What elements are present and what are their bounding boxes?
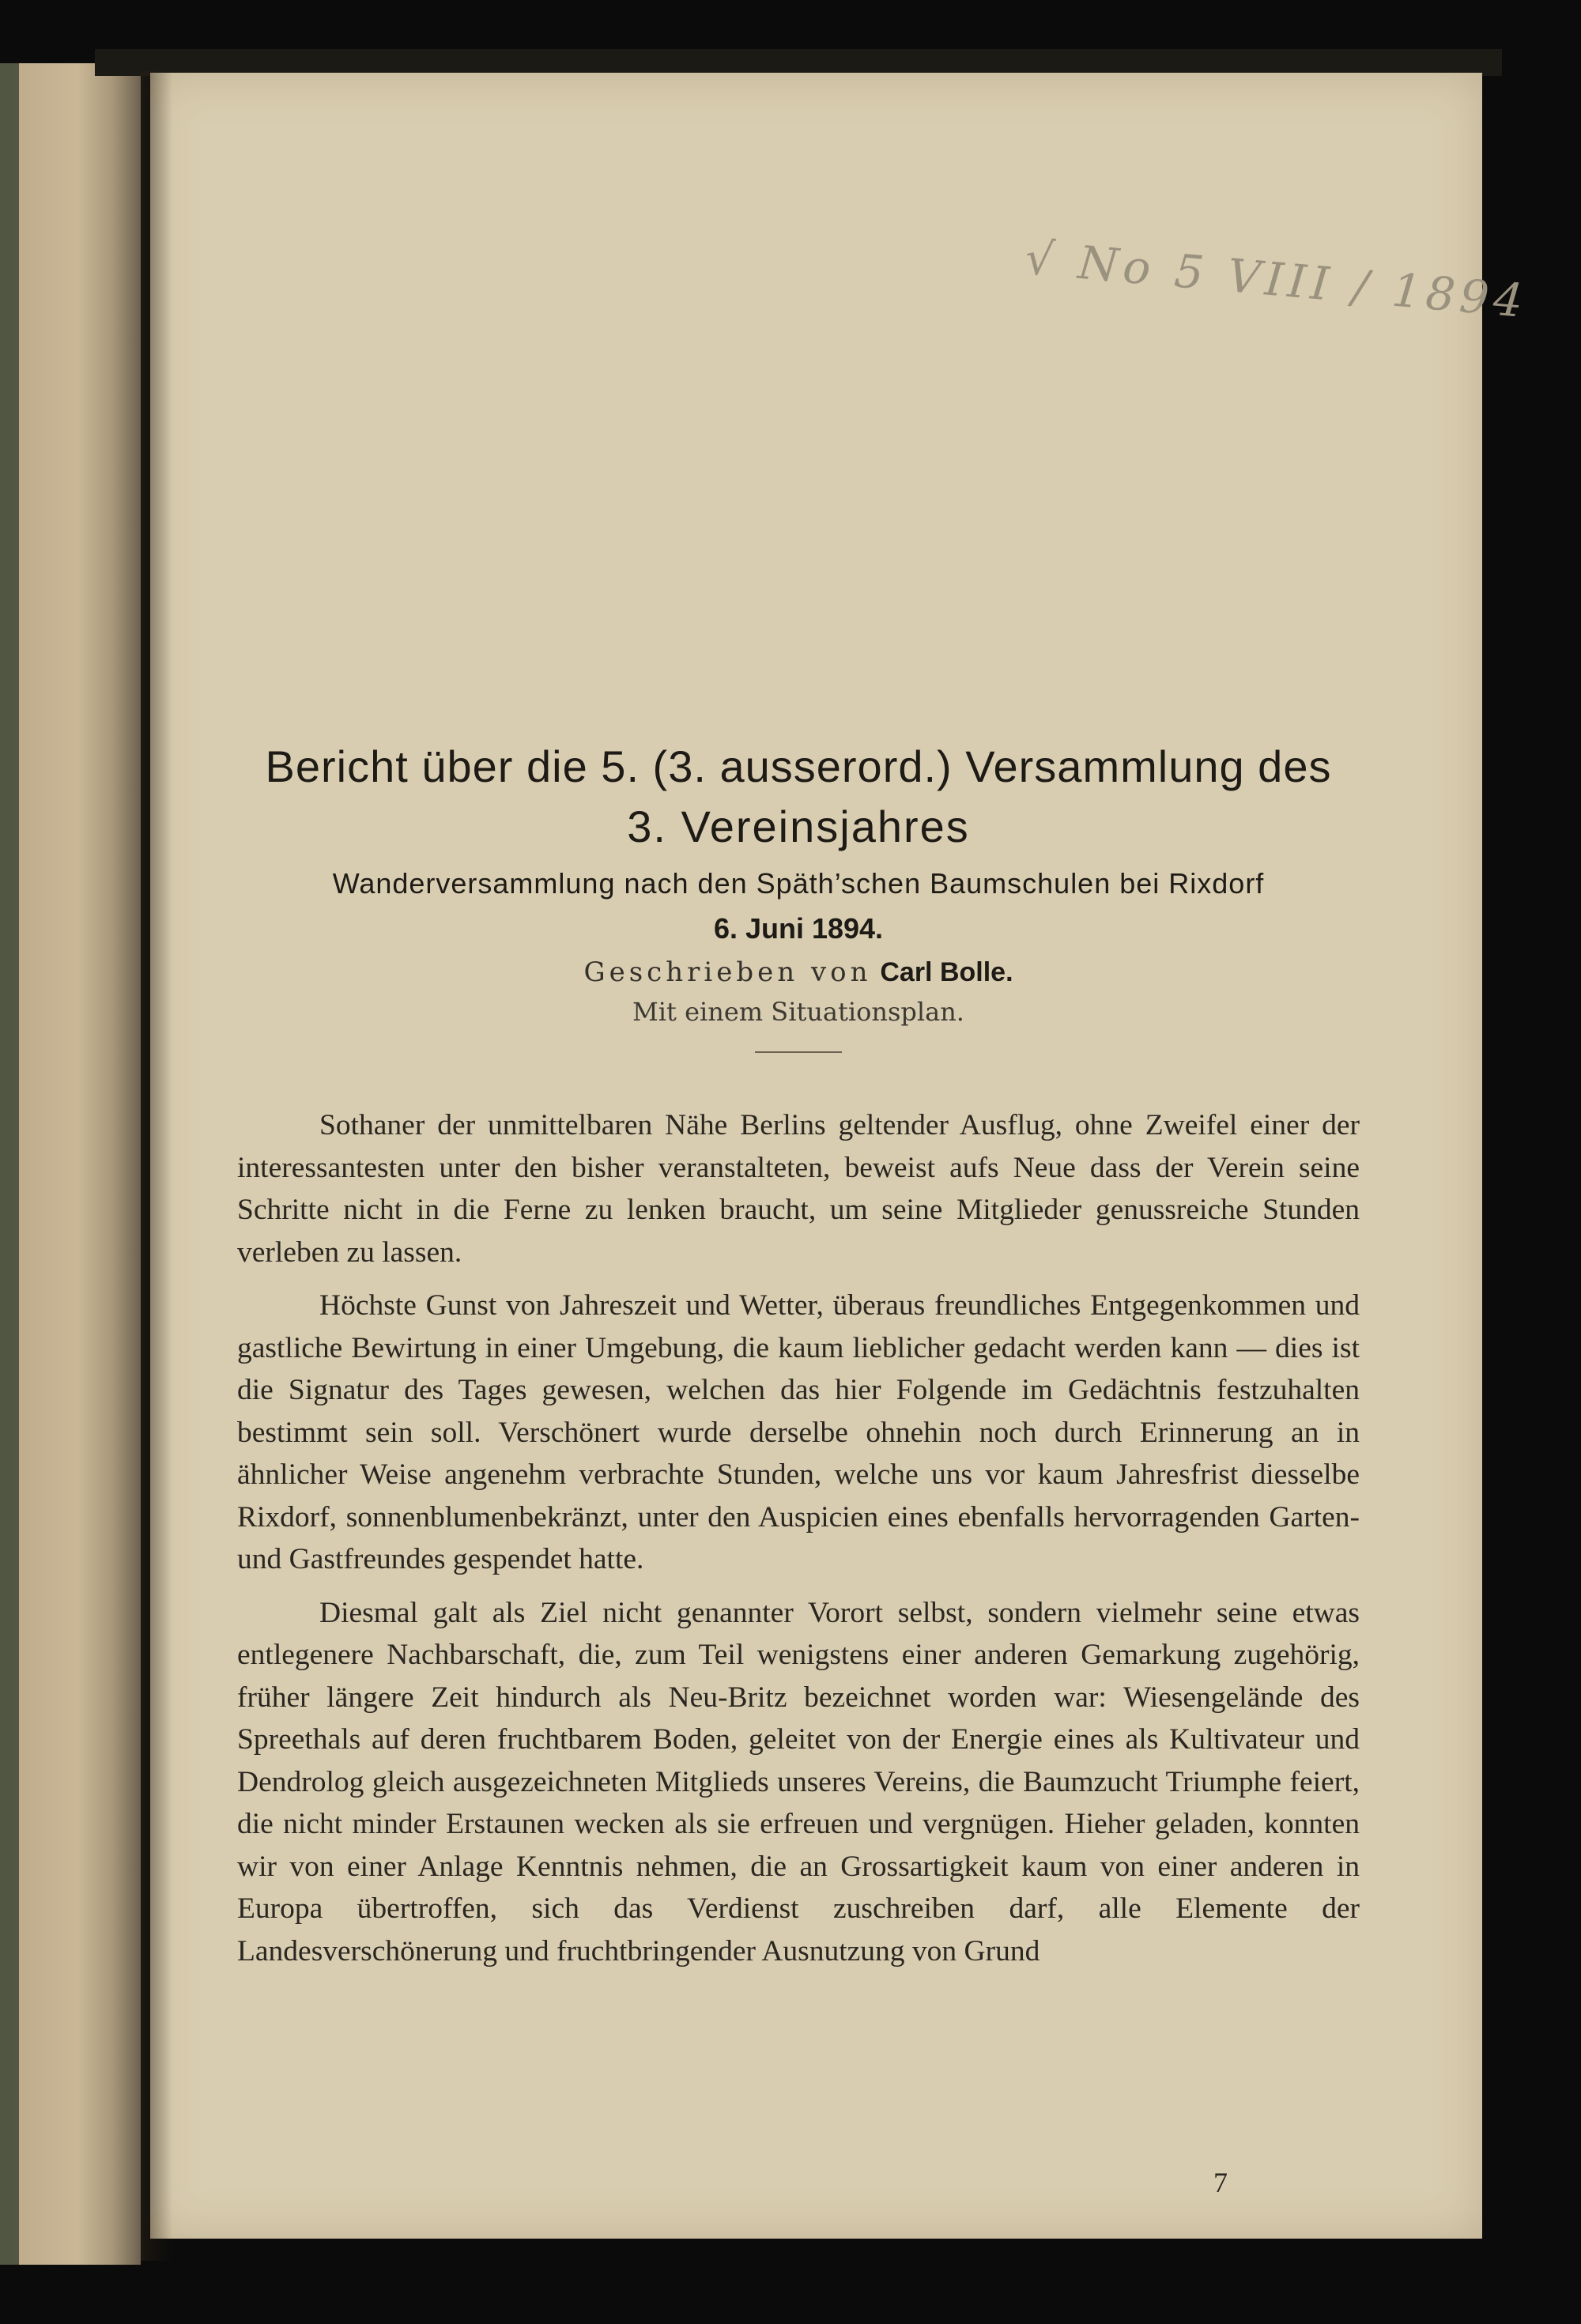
paragraph-2: Höchste Gunst von Jahreszeit und Wetter, überaus freundliches Entgegenkommen und gastliche Bewirtung in einer Umgebung, die kaum lieblicher gedacht werden kann — dies ist die Signatur des Tages gewesen, welchen das hier Folgende im Gedächtnis festzuhalten bestimmt sein soll. Verschönert wurde derselbe ohnehin noch durch Erinnerung an in ähnlicher Weise angenehm verbrachte Stunden, welche uns vor kaum Jahresfrist diesselbe Rixdorf, sonnenblumenbekränzt, unter den Auspicien eines ebenfalls hervorragenden Garten- und Gastfreundes gespendet hatte. (237, 1289, 1360, 1575)
author-name: Carl Bolle. (880, 957, 1013, 987)
document-page (150, 73, 1530, 2239)
title-block (237, 737, 1360, 1053)
page-content (237, 73, 1530, 2239)
title-line-1: Bericht über die 5. (3. ausserord.) Versammlung des (265, 741, 1332, 791)
book-spine-edge (0, 63, 19, 2265)
subtitle: Wanderversammlung nach den Späth’schen Baumschulen bei Rixdorf (332, 867, 1265, 900)
page-number: 7 (1213, 2167, 1228, 2198)
byline-prefix: Geschrieben von (583, 956, 872, 988)
page-top-edge (95, 49, 1502, 76)
plan-note: Mit einem Situationsplan. (632, 997, 964, 1027)
paragraph-1: Sothaner der unmittelbaren Nähe Berlins geltender Ausflug, ohne Zweifel einer der interessantesten unter den bisher veranstalteten, beweist aufs Neue dass der Verein seine Schritte nicht in die Ferne zu lenken braucht, um seine Mitglieder genussreiche Stunden verleben zu lassen. (237, 1109, 1360, 1269)
title-line-2: 3. Vereinsjahres (627, 802, 970, 851)
gutter-shadow (141, 71, 172, 2261)
handwritten-annotation (1023, 231, 1530, 329)
paragraph-3: Diesmal galt als Ziel nicht genannter Vorort selbst, sondern vielmehr seine etwas entlegenere Nachbarschaft, die, zum Teil wenigstens einer anderen Gemarkung zugehörig, früher längere Zeit hindurch als Neu-Britz bezeichnet worden war: Wiesengelände des Spreethals auf deren fruchtbarem Boden, geleitet von der Energie eines als Kultivateur und Dendrolog gleich ausgezeichneten Mitglieds unseres Vereins, die Baumzucht Triumphe feiert, die nicht minder Erstaunen wecken als sie erfreuen und vergnügen. Hieher geladen, konnten wir von einer Anlage Kenntnis nehmen, die an Grossartigkeit kaum von einer anderen in Europa übertroffen, sich das Verdienst zuschreiben darf, alle Elemente der Landesverschönerung und fruchtbringender Ausnutzung von Grund (237, 1596, 1360, 1967)
annotation-text: √ No 5 VIII / 1894 (1023, 231, 1530, 329)
facing-page-edge (0, 63, 141, 2265)
body-text (237, 1104, 1360, 1980)
byline (237, 953, 1360, 991)
divider-rule (755, 1051, 842, 1053)
date: 6. Juni 1894. (713, 912, 884, 945)
